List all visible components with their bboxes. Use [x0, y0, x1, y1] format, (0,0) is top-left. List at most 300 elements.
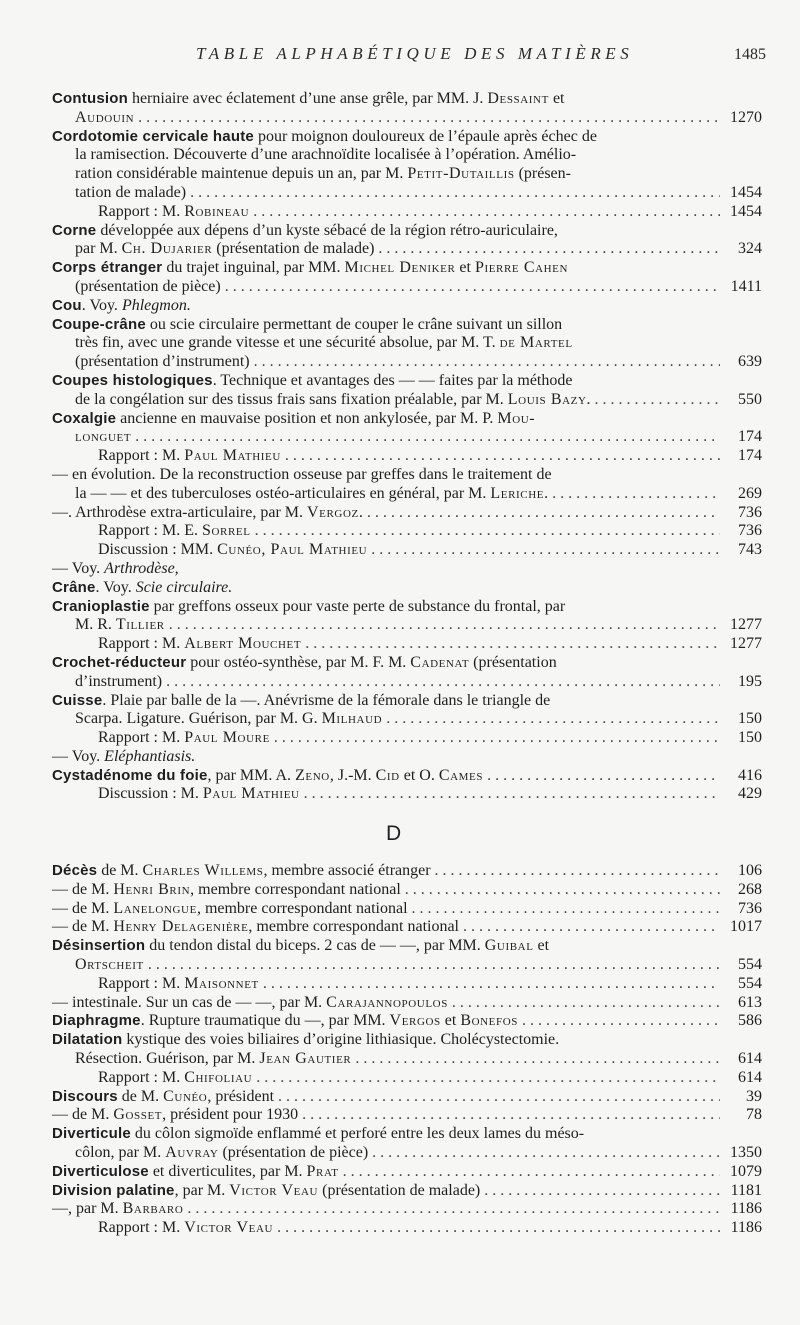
keyword: Corps étranger — [52, 259, 163, 277]
dot-leader — [148, 956, 720, 975]
entry-text-segment: Scarpa. Ligature. Guérison, par M. G. — [75, 710, 322, 728]
index-line — [52, 522, 762, 541]
author-name: Chifoliau — [184, 1068, 253, 1086]
page-reference: 78 — [746, 1106, 762, 1124]
entry-text-segment: Rapport : M. — [98, 202, 185, 220]
keyword: Crâne — [52, 578, 96, 596]
index-line — [52, 485, 762, 504]
keyword: Discours — [52, 1087, 118, 1105]
entry-text-segment: Rapport : M. — [98, 447, 185, 465]
dot-leader — [263, 975, 720, 994]
index-line — [52, 391, 762, 410]
author-name: Ch. Dujarier — [121, 240, 213, 258]
index-entry — [52, 316, 762, 372]
entry-text-segment: et diverticulites, par M. — [148, 1162, 307, 1180]
keyword: Décès — [52, 862, 98, 879]
entry-text-segment: pour ostéo-synthèse, par M. F. M. — [186, 653, 411, 671]
author-name: Auvray — [165, 1143, 219, 1161]
entry-text-segment: . — [586, 390, 591, 408]
entry-text — [98, 1069, 252, 1088]
keyword: Coupe-crâne — [52, 315, 146, 333]
author-name: Gosset — [113, 1106, 163, 1124]
entry-text — [75, 146, 576, 165]
entry-text-segment: — Voy. — [52, 747, 105, 765]
index-line — [52, 1050, 762, 1069]
index-line — [52, 881, 762, 900]
entry-text — [52, 1012, 518, 1031]
entry-text-segment: ration considérable maintenue depuis un an, par M. — [75, 165, 408, 183]
index-section-d — [52, 862, 762, 1238]
entry-text — [75, 184, 186, 203]
dot-leader — [595, 391, 720, 410]
entry-text-segment: , membre correspondant national — [248, 918, 459, 936]
author-name: Bonefos — [460, 1012, 518, 1030]
index-line — [52, 1012, 762, 1031]
index-line — [52, 278, 762, 297]
dot-leader — [169, 616, 720, 635]
index-entry — [52, 1163, 762, 1182]
index-line — [52, 90, 762, 109]
dot-leader — [355, 1050, 720, 1069]
entry-text — [52, 90, 564, 109]
entry-text-segment: (présentation de malade) — [212, 240, 375, 258]
page-reference: 106 — [738, 862, 762, 879]
running-header — [0, 44, 800, 68]
dot-leader — [253, 203, 720, 222]
author-name: Louis Bazy — [507, 390, 587, 408]
index-line — [52, 184, 762, 203]
entry-text — [75, 165, 571, 184]
index-line — [52, 259, 762, 278]
author-name: Albert Mouchet — [184, 635, 302, 653]
entry-text — [75, 485, 548, 504]
dot-leader — [190, 184, 720, 203]
dot-leader — [372, 1144, 720, 1163]
entry-text — [52, 862, 431, 881]
keyword: Corne — [52, 221, 97, 239]
author-name: Sorrel — [202, 522, 251, 540]
entry-text — [52, 579, 232, 598]
dot-leader — [305, 635, 720, 654]
entry-text-segment: (présen- — [514, 165, 571, 183]
index-line — [52, 1200, 762, 1219]
page-reference: 1181 — [730, 1181, 762, 1199]
dot-leader — [278, 1088, 720, 1107]
index-entry — [52, 1088, 762, 1126]
index-line — [52, 937, 762, 956]
index-line — [52, 1069, 762, 1088]
dot-leader — [255, 522, 720, 541]
entry-text-segment: — en évolution. De la reconstruction osseuse par greffes dans le traitement de — [52, 465, 552, 483]
index-line — [52, 1106, 762, 1125]
cross-reference: Scie circulaire. — [135, 578, 233, 596]
page-reference: 174 — [738, 428, 762, 446]
page-reference: 1186 — [730, 1219, 762, 1237]
index-entry — [52, 767, 762, 805]
author-name: Ortscheit — [75, 955, 144, 973]
entry-text-segment: . Technique et avantages des — — faites par la méthode — [212, 371, 573, 389]
dot-leader — [135, 428, 720, 447]
entry-text-segment: , membre associé étranger — [263, 862, 431, 879]
page-reference: 736 — [738, 503, 762, 521]
page-reference: 639 — [738, 353, 762, 371]
index-line — [52, 1182, 762, 1201]
entry-text — [52, 881, 401, 900]
author-name: Dessaint — [487, 90, 549, 107]
keyword: Diverticule — [52, 1125, 131, 1143]
index-entry — [52, 598, 762, 654]
entry-text — [98, 203, 249, 222]
entry-text — [52, 692, 550, 711]
page-reference: 586 — [738, 1012, 762, 1030]
author-name: Prat — [306, 1162, 339, 1180]
entry-text — [52, 1163, 339, 1182]
keyword: Contusion — [52, 90, 128, 107]
entry-text-segment: pour moignon douloureux de l’épaule après échec de — [253, 127, 597, 145]
index-line — [52, 146, 762, 165]
entry-text-segment: ou scie circulaire permettant de couper le crâne suivant un sillon — [145, 315, 563, 333]
author-name: Guibal — [484, 937, 534, 955]
index-entry — [52, 1031, 762, 1087]
index-line — [52, 466, 762, 485]
index-line — [52, 297, 762, 316]
author-name: Paul Mathieu — [202, 785, 300, 803]
entry-text-segment: . Plaie par balle de la —. Anévrisme de la fémorale dans le triangle de — [102, 691, 551, 709]
keyword: Dilatation — [52, 1031, 123, 1049]
entry-text-segment: ancienne en mauvaise position et non ankylosée, par M. P. — [116, 409, 498, 427]
dot-leader — [386, 710, 720, 729]
keyword: Cranioplastie — [52, 597, 150, 615]
entry-text — [52, 994, 448, 1013]
entry-text — [98, 447, 281, 466]
entry-text-segment: de M. — [97, 862, 143, 879]
entry-text — [52, 748, 195, 767]
index-line — [52, 1163, 762, 1182]
entry-text-segment: , membre correspondant national — [190, 880, 401, 898]
page-reference: 150 — [738, 729, 762, 747]
index-line — [52, 1088, 762, 1107]
keyword: Coupes histologiques — [52, 371, 213, 389]
index-line — [52, 1031, 762, 1050]
entry-text — [75, 109, 134, 128]
entry-text — [52, 504, 363, 523]
entry-text-segment: kystique des voies biliaires d’origine lithiasique. Cholécystectomie. — [122, 1031, 560, 1049]
entry-text-segment: Rapport : M. — [98, 1219, 185, 1237]
entry-text — [75, 278, 221, 297]
entry-text — [52, 1182, 480, 1201]
entry-text — [52, 598, 565, 617]
running-title: TABLE ALPHABÉTIQUE DES MATIÈRES — [196, 44, 634, 63]
page-reference: 1277 — [730, 616, 762, 634]
author-name: Zeno — [295, 766, 330, 784]
index-line — [52, 372, 762, 391]
index-line — [52, 1219, 762, 1238]
entry-text-segment: la — — et des tuberculoses ostéo-articulaires en général, par M. — [75, 484, 491, 502]
entry-text — [52, 1106, 298, 1125]
dot-leader — [371, 541, 720, 560]
dot-leader — [367, 504, 720, 523]
keyword: Désinsertion — [52, 937, 146, 955]
page-reference: 174 — [738, 447, 762, 465]
entry-text-segment: —, par M. — [52, 1200, 123, 1218]
index-line — [52, 128, 762, 147]
dot-leader — [452, 994, 720, 1013]
author-name: de Martel — [499, 334, 573, 352]
entry-text-segment: très fin, avec une grande vitesse et une sécurité absolue, par M. T. — [75, 334, 500, 352]
entry-text-segment: . Voy. — [81, 296, 122, 314]
entry-text-segment: Rapport : M. — [98, 974, 185, 992]
index-entry — [52, 372, 762, 410]
entry-text — [52, 410, 535, 429]
entry-text — [98, 785, 300, 804]
index-line — [52, 240, 762, 259]
author-name: Leriche — [490, 484, 545, 502]
entry-text — [98, 1219, 273, 1238]
entry-text — [52, 222, 558, 241]
entry-text-segment: (présentation — [469, 653, 557, 671]
page-reference: 1454 — [730, 183, 762, 201]
entry-text-segment: . Voy. — [95, 578, 136, 596]
author-name: Barbaro — [122, 1200, 184, 1218]
page-reference: 613 — [738, 993, 762, 1011]
entry-text-segment: de la congélation sur des tissus frais sans fixation préalable, par M. — [75, 390, 508, 408]
dot-leader — [412, 900, 720, 919]
keyword: Coxalgie — [52, 409, 117, 427]
entry-text-segment: herniaire avec éclatement d’une anse grêle, par MM. J. — [127, 90, 488, 107]
page-reference: 150 — [738, 710, 762, 728]
entry-text — [52, 1031, 559, 1050]
index-line — [52, 410, 762, 429]
index-line — [52, 673, 762, 692]
entry-text-segment: Discussion : MM. — [98, 541, 218, 559]
page-reference: 269 — [738, 484, 762, 502]
page-reference: 550 — [738, 390, 762, 408]
entry-text-segment: , par M. — [174, 1181, 230, 1199]
entry-text — [75, 710, 382, 729]
dot-leader — [378, 240, 720, 259]
author-name: Cid — [375, 766, 400, 784]
entry-text-segment: par M. — [75, 240, 122, 258]
entry-text-segment: côlon, par M. — [75, 1143, 166, 1161]
entry-text — [52, 466, 552, 485]
entry-text — [75, 616, 165, 635]
cross-reference: Eléphantiasis. — [104, 747, 196, 765]
entry-text-segment: — de M. — [52, 880, 114, 898]
entry-text — [98, 729, 270, 748]
author-name: Milhaud — [321, 710, 383, 728]
entry-text-segment: , président — [207, 1087, 275, 1105]
index-line — [52, 428, 762, 447]
index-entry — [52, 128, 762, 222]
keyword: Cystadénome du foie — [52, 766, 208, 784]
index-entry — [52, 692, 762, 767]
author-name: Audouin — [75, 108, 135, 126]
entry-text — [75, 956, 144, 975]
entry-text-segment: Rapport : M. — [98, 1068, 185, 1086]
index-line — [52, 710, 762, 729]
index-section-c — [52, 90, 762, 804]
index-entry — [52, 410, 762, 579]
author-name: Victor Veau — [184, 1219, 274, 1237]
author-name: Cames — [438, 766, 484, 784]
entry-text — [52, 128, 597, 147]
index-line — [52, 334, 762, 353]
index-entry — [52, 90, 762, 128]
page-reference: 1017 — [730, 918, 762, 936]
author-name: Paul Mathieu — [184, 447, 281, 465]
index-entry — [52, 1125, 762, 1163]
entry-text — [98, 522, 251, 541]
index-line — [52, 994, 762, 1013]
page-reference: 1270 — [730, 108, 762, 126]
entry-text — [52, 297, 191, 316]
page-reference: 1079 — [730, 1162, 762, 1180]
entry-text — [52, 1088, 274, 1107]
dot-leader — [166, 673, 720, 692]
entry-text-segment: , par MM. A. — [207, 766, 296, 784]
page-reference: 1411 — [730, 277, 762, 295]
index-line — [52, 616, 762, 635]
entry-text-segment: la ramisection. Découverte d’une arachnoïdite localisée à l’opération. Amélio- — [75, 146, 577, 164]
author-name: longuet — [75, 428, 132, 446]
entry-text — [75, 353, 250, 372]
entry-text-segment: — intestinale. Sur un cas de — —, par M. — [52, 993, 327, 1011]
entry-text-segment: et — [440, 1012, 461, 1030]
index-entry — [52, 937, 762, 1012]
page-reference: 429 — [738, 785, 762, 803]
dot-leader — [277, 1219, 720, 1238]
entry-text-segment: . Rupture traumatique du —, par MM. — [140, 1012, 390, 1030]
dot-leader — [405, 881, 720, 900]
index-line — [52, 447, 762, 466]
author-name: Lanelongue — [113, 899, 197, 917]
index-line — [52, 579, 762, 598]
page-reference: 268 — [738, 880, 762, 898]
author-name: Pierre Cahen — [474, 259, 569, 277]
dot-leader — [285, 447, 720, 466]
index-line — [52, 504, 762, 523]
page-reference: 736 — [738, 899, 762, 917]
entry-text-segment: Rapport : M. — [98, 729, 185, 747]
index-line — [52, 203, 762, 222]
dot-leader — [343, 1163, 720, 1182]
entry-text — [52, 767, 483, 786]
page-reference: 743 — [738, 541, 762, 559]
entry-text — [75, 240, 374, 259]
entry-text-segment: — de M. — [52, 918, 114, 936]
index-line — [52, 222, 762, 241]
index-line — [52, 729, 762, 748]
index-entry — [52, 297, 762, 316]
author-name: Henry Delagenière — [113, 918, 249, 936]
entry-text-segment: (présentation de pièce) — [75, 277, 221, 295]
entry-text — [52, 259, 568, 278]
index-line — [52, 654, 762, 673]
dot-leader — [487, 767, 720, 786]
author-name: Victor Veau — [229, 1181, 319, 1199]
index-line — [52, 635, 762, 654]
author-name: Charles Willems — [142, 862, 264, 879]
entry-text — [75, 334, 573, 353]
index-line — [52, 748, 762, 767]
entry-text-segment: — Voy. — [52, 559, 105, 577]
index-entry — [52, 1182, 762, 1238]
index-entry — [52, 579, 762, 598]
dot-leader — [138, 109, 720, 128]
index-line — [52, 1125, 762, 1144]
entry-text — [52, 316, 562, 335]
page-reference: 39 — [746, 1087, 762, 1105]
dot-leader — [274, 729, 720, 748]
dot-leader — [254, 353, 720, 372]
index-line — [52, 598, 762, 617]
entry-text-segment: M. R. — [75, 616, 116, 634]
entry-text-segment: (présentation de pièce) — [218, 1143, 369, 1161]
cross-reference: Phlegmon. — [121, 296, 191, 314]
author-name: Petit-Dutaillis — [407, 165, 515, 183]
entry-text-segment: — de M. — [52, 899, 114, 917]
author-name: Vergos — [389, 1012, 441, 1030]
author-name: Jean Gautier — [259, 1049, 352, 1067]
index-line — [52, 975, 762, 994]
page-reference: 736 — [738, 522, 762, 540]
index-entry — [52, 654, 762, 692]
entry-text-segment: Discussion : M. — [98, 785, 203, 803]
entry-text — [75, 673, 162, 692]
index-entry — [52, 259, 762, 297]
keyword: Cou — [52, 296, 82, 314]
page-number: 1485 — [734, 46, 766, 63]
index-line — [52, 353, 762, 372]
entry-text-segment: du côlon sigmoïde enflammé et perforé entre les deux lames du méso- — [130, 1125, 585, 1143]
entry-text-segment: tation de malade) — [75, 183, 187, 201]
keyword: Diaphragme — [52, 1012, 141, 1030]
author-name: Henri Brin — [113, 880, 191, 898]
cross-reference: Arthrodèse, — [104, 559, 179, 577]
page-reference: 1350 — [730, 1143, 762, 1161]
keyword: Cordotomie cervicale haute — [52, 127, 254, 145]
entry-text — [52, 560, 179, 579]
entry-text-segment: —. Arthrodèse extra-articulaire, par M. — [52, 503, 308, 521]
dot-leader — [463, 918, 720, 937]
page-reference: 614 — [738, 1068, 762, 1086]
entry-text-segment: et — [548, 90, 565, 107]
entry-text — [98, 541, 367, 560]
entry-text — [52, 654, 557, 673]
index-line — [52, 767, 762, 786]
index-line — [52, 1144, 762, 1163]
dot-leader — [552, 485, 720, 504]
entry-text-segment: Rapport : M. — [98, 635, 185, 653]
page-reference: 1454 — [730, 202, 762, 220]
entry-text — [52, 1200, 183, 1219]
dot-leader — [302, 1106, 720, 1125]
author-name: Cadenat — [410, 653, 470, 671]
index-line — [52, 541, 762, 560]
dot-leader — [256, 1069, 720, 1088]
keyword: Cuisse — [52, 691, 103, 709]
entry-text-segment: . — [544, 484, 549, 502]
author-name: Vergoz — [307, 503, 359, 521]
dot-leader — [522, 1012, 720, 1031]
entry-text — [52, 372, 572, 391]
keyword: Division palatine — [52, 1181, 175, 1199]
author-name: Robineau — [184, 202, 250, 220]
entry-text — [75, 391, 591, 410]
author-name: Mou- — [497, 409, 536, 427]
page-reference: 324 — [738, 240, 762, 258]
entry-text — [52, 1125, 584, 1144]
